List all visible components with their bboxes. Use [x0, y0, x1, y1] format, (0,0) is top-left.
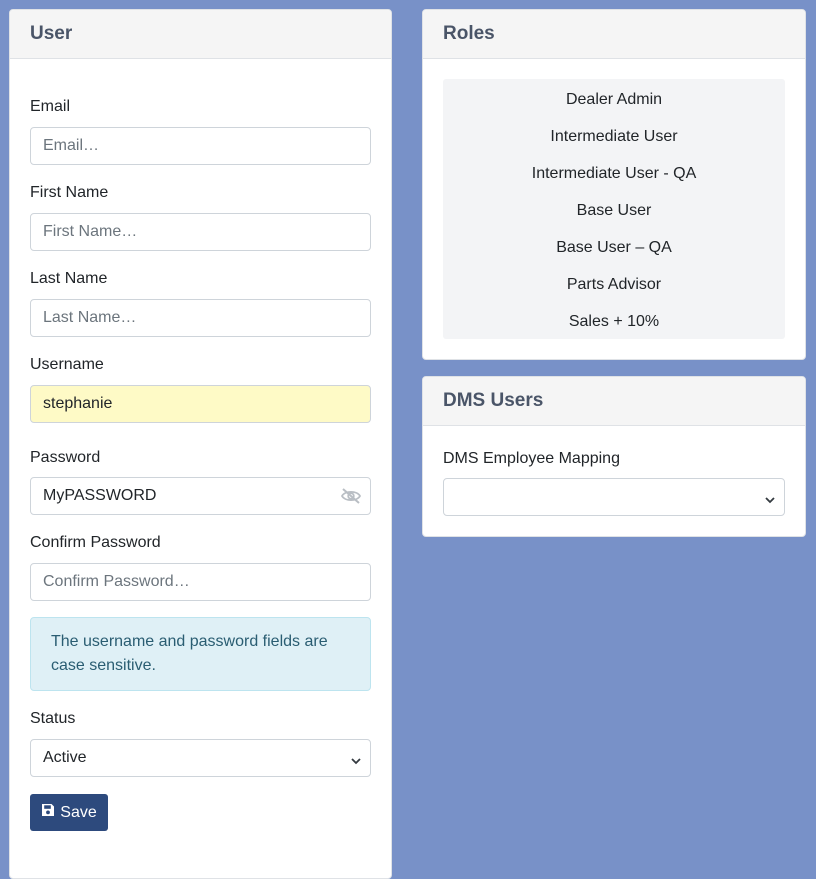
- roles-card: [422, 9, 806, 360]
- user-card-title: User: [30, 23, 73, 44]
- confirm-password-label: Confirm Password: [30, 534, 161, 551]
- save-button[interactable]: [30, 794, 108, 831]
- status-label: Status: [30, 710, 76, 727]
- dms-users-card: [422, 376, 806, 537]
- user-card: [9, 9, 392, 879]
- email-field[interactable]: [30, 127, 371, 165]
- password-label: Password: [30, 449, 101, 466]
- chevron-down-icon: [350, 753, 362, 771]
- first-name-field[interactable]: [30, 213, 371, 251]
- dms-users-card-title: DMS Users: [443, 390, 544, 411]
- status-selected-value: Active: [43, 749, 87, 766]
- role-option[interactable]: Base User – QA: [556, 238, 672, 256]
- role-option[interactable]: Dealer Admin: [565, 90, 663, 108]
- chevron-down-icon: [764, 492, 776, 510]
- role-option[interactable]: Intermediate User: [550, 127, 678, 145]
- floppy-disk-icon: [41, 803, 55, 822]
- roles-list: [443, 79, 785, 339]
- dms-employee-mapping-label: DMS Employee Mapping: [443, 450, 620, 467]
- role-option[interactable]: Parts Advisor: [566, 275, 662, 293]
- case-sensitive-alert: [30, 617, 371, 691]
- role-option[interactable]: Base User: [576, 201, 652, 219]
- role-option[interactable]: Sales + 10%: [568, 312, 660, 330]
- password-input-group: [30, 477, 371, 515]
- user-card-header: [10, 10, 391, 59]
- eye-slash-icon[interactable]: [339, 485, 363, 507]
- confirm-password-field[interactable]: [30, 563, 371, 601]
- roles-card-title: Roles: [443, 23, 495, 44]
- alert-text: The username and password fields are case sensitive.: [51, 633, 328, 674]
- first-name-label: First Name: [30, 184, 109, 201]
- dms-employee-mapping-select[interactable]: [443, 478, 785, 516]
- last-name-field[interactable]: [30, 299, 371, 337]
- username-field[interactable]: [30, 385, 371, 423]
- password-field[interactable]: [30, 477, 371, 515]
- last-name-label: Last Name: [30, 270, 108, 287]
- status-select[interactable]: [30, 739, 371, 777]
- dms-users-card-header: [423, 377, 805, 426]
- username-label: Username: [30, 356, 104, 373]
- email-label: Email: [30, 98, 71, 115]
- role-option[interactable]: Intermediate User - QA: [531, 164, 697, 182]
- roles-card-header: [423, 10, 805, 59]
- save-button-label: Save: [60, 803, 97, 821]
